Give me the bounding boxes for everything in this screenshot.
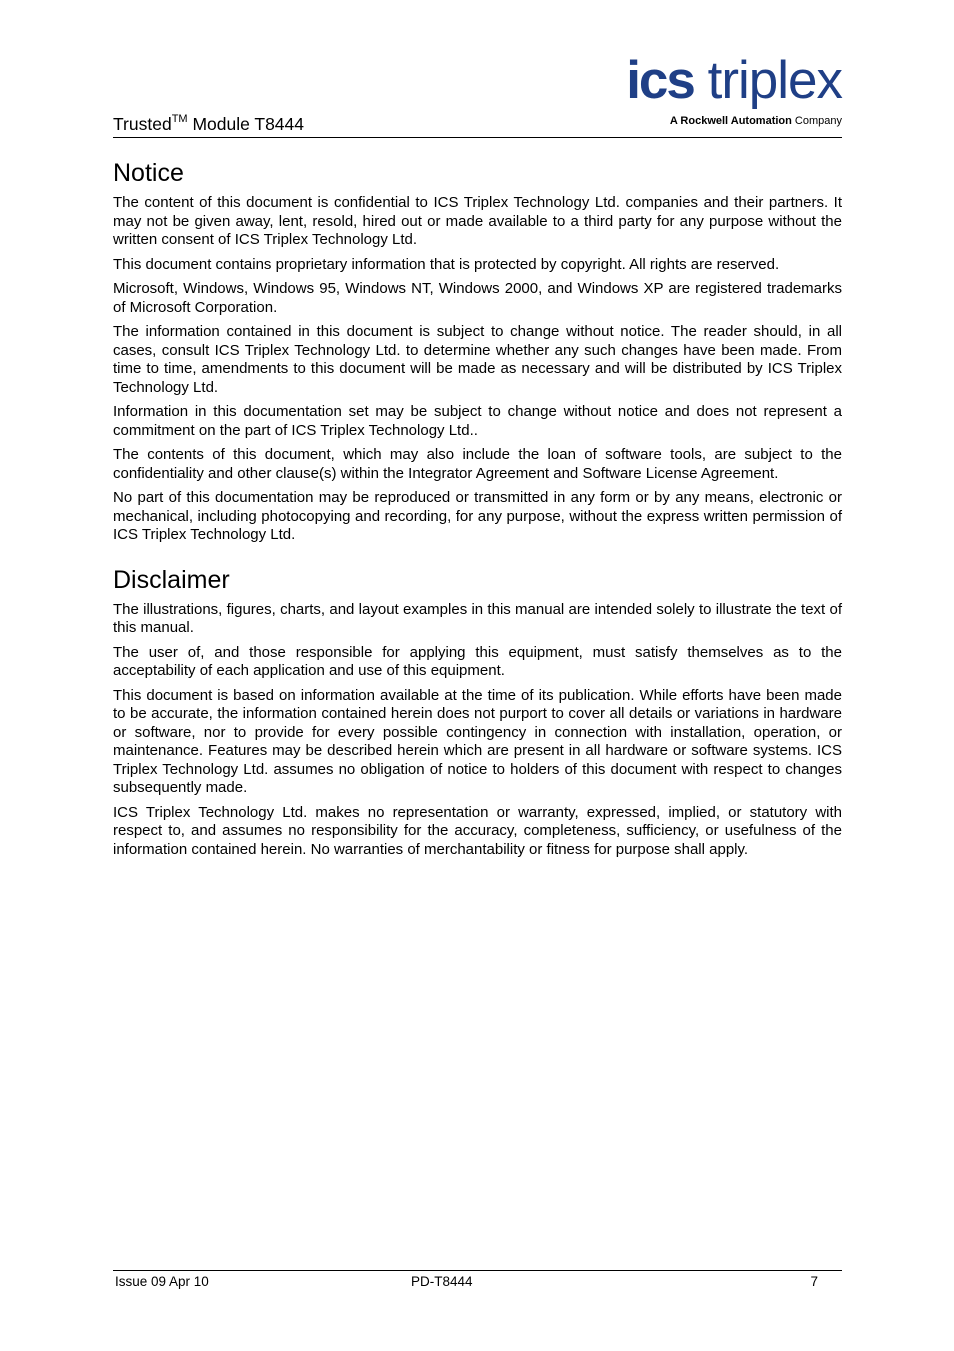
title-prefix: Trusted (113, 114, 172, 134)
logo-wordmark-light: triplex (693, 51, 842, 110)
paragraph: The information contained in this document is subject to change without notice. The reader should, in all cases, consult ICS Triplex Technology Ltd. to determine whether any such changes have been made. From time to time, amendments to this document will be made as necessary and will be distributed by ICS Triplex Technology Ltd. (113, 323, 842, 396)
paragraph: ICS Triplex Technology Ltd. makes no representation or warranty, expressed, implied, or statutory with respect to, and assumes no responsibility for the accuracy, completeness, sufficiency, or usefulness of the information contained herein. No warranties of merchantability or fitness for purpose shall apply. (113, 803, 842, 858)
ics-triplex-logo (610, 51, 842, 133)
logo-tagline (670, 115, 842, 128)
section-heading: Notice (113, 159, 184, 187)
document-title (113, 114, 304, 134)
trademark-superscript: TM (171, 113, 188, 125)
title-suffix: Module T8444 (187, 114, 305, 134)
page-number: 7 (810, 1274, 818, 1289)
paragraph: The content of this document is confidential to ICS Triplex Technology Ltd. companies and their partners. It may not be given away, lent, resold, hired out or made available to a third party for any purpose without the written consent of ICS Triplex Technology Ltd. (113, 194, 842, 248)
page-content (113, 158, 842, 865)
paragraph: Microsoft, Windows, Windows 95, Windows NT, Windows 2000, and Windows XP are registered trademarks of Microsoft Corporation. (113, 280, 842, 316)
paragraph: The illustrations, figures, charts, and layout examples in this manual are intended solely to illustrate the text of this manual. (113, 600, 842, 636)
paragraph: The contents of this document, which may also include the loan of software tools, are subject to the confidentiality and other clause(s) within the Integrator Agreement and Software License Agreement. (113, 446, 842, 482)
section-disclaimer (113, 565, 842, 860)
logo-wordmark-bold: ics (626, 51, 694, 110)
section-heading: Disclaimer (113, 565, 230, 594)
logo-tagline-strong: A Rockwell Automation (669, 115, 792, 127)
paragraph: Information in this documentation set may be subject to change without notice and does not represent a commitment on the part of ICS Triplex Technology Ltd.. (113, 403, 842, 439)
paragraph: This document contains proprietary information that is protected by copyright. All rights are reserved. (113, 255, 780, 273)
section-notice (113, 158, 842, 545)
paragraph: The user of, and those responsible for applying this equipment, must satisfy themselves as to the acceptability of each application and use of this equipment. (113, 643, 842, 679)
logo-tagline-rest: Company (791, 115, 842, 127)
page-header (113, 51, 842, 138)
logo-wordmark (626, 51, 842, 111)
paragraph: No part of this documentation may be reproduced or transmitted in any form or by any means, electronic or mechanical, including photocopying and recording, for any purpose, without the express written permission of ICS Triplex Technology Ltd. (113, 489, 842, 543)
issue-date: Issue 09 Apr 10 (115, 1274, 209, 1289)
page-footer (113, 1270, 842, 1291)
document-id: PD-T8444 (411, 1274, 473, 1289)
paragraph: This document is based on information available at the time of its publication. While efforts have been made to be accurate, the information contained herein does not purport to cover all details or variations in hardware or software, nor to provide for every possible contingency in connection with installation, operation, or maintenance. Features may be described herein which are present in all hardware or software systems. ICS Triplex Technology Ltd. assumes no obligation of notice to holders of this document with respect to changes subsequently made. (113, 686, 842, 796)
